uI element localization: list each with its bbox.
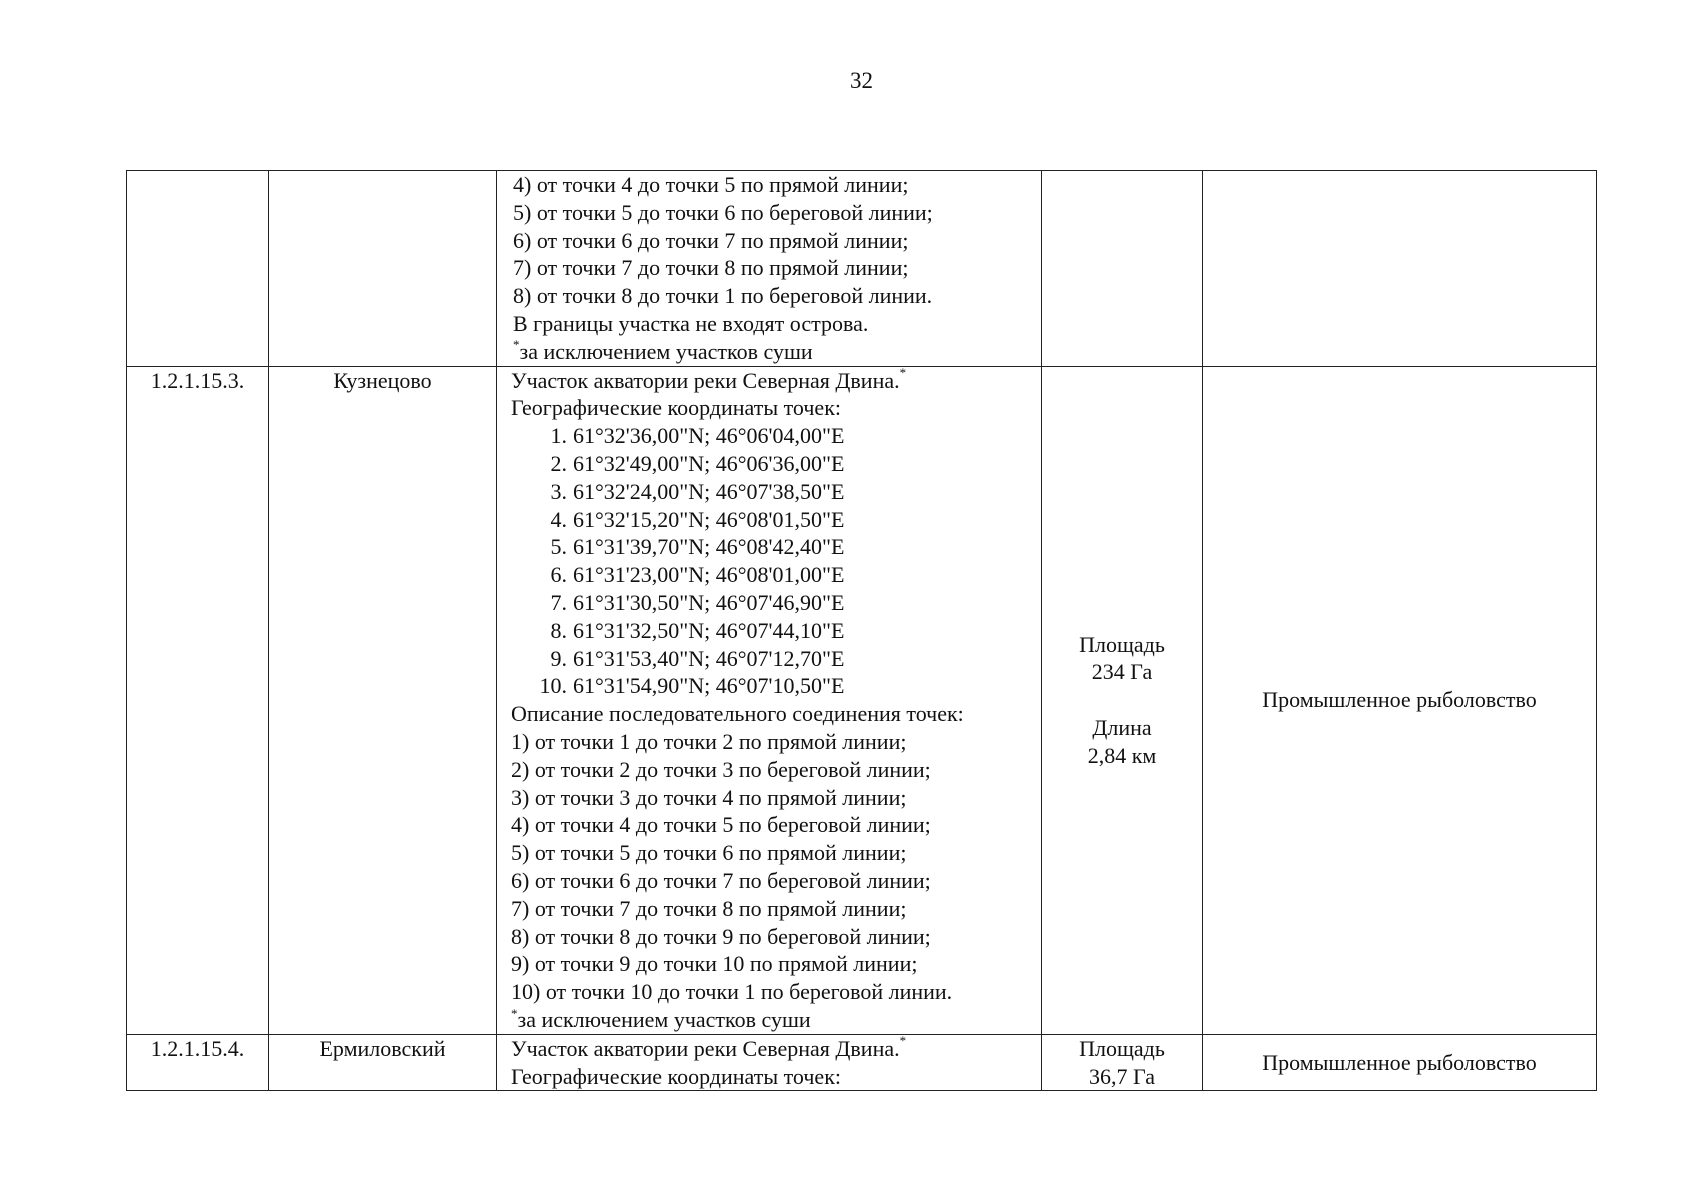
- coordinate-item: 8. 61°31'32,50"N; 46°07'44,10"E: [550, 617, 845, 643]
- footnote-line: [513, 338, 1041, 366]
- size-cell: [1042, 366, 1203, 1034]
- area-value: 36,7 Га: [1089, 1063, 1155, 1089]
- area-label: Площадь: [1079, 631, 1165, 657]
- segment-line: 4) от точки 4 до точки 5 по береговой линии;: [511, 812, 931, 838]
- coordinate-item: 6. 61°31'23,00"N; 46°08'01,00"E: [550, 562, 845, 588]
- row-number-cell: 1.2.1.15.4.: [127, 1034, 269, 1091]
- coordinate-item: 9. 61°31'53,40"N; 46°07'12,70"E: [550, 645, 845, 671]
- segment-line: 4) от точки 4 до точки 5 по прямой линии;: [513, 172, 909, 197]
- footnote-mark: *: [513, 337, 520, 353]
- area-name-cell: Кузнецово: [269, 366, 497, 1034]
- coordinate-item: 2. 61°32'49,00"N; 46°06'36,00"E: [550, 450, 845, 476]
- description-cell: [497, 1034, 1042, 1091]
- segment-line: 2) от точки 2 до точки 3 по береговой линии;: [511, 756, 931, 782]
- segment-line: 8) от точки 8 до точки 9 по береговой линии;: [511, 923, 931, 949]
- length-label: Длина: [1092, 715, 1152, 741]
- area-name-cell: Ермиловский: [269, 1034, 497, 1091]
- segment-line: 7) от точки 7 до точки 8 по прямой линии;: [511, 895, 907, 921]
- row-number-cell: 1.2.1.15.3.: [127, 366, 269, 1034]
- area-label: Площадь: [1079, 1035, 1165, 1061]
- area-title: [511, 1035, 1041, 1063]
- description-cell: [497, 366, 1042, 1034]
- fishing-areas-table: [126, 170, 1597, 1091]
- segment-line: 3) от точки 3 до точки 4 по прямой линии;: [511, 784, 907, 810]
- segment-line: 5) от точки 5 до точки 6 по прямой линии;: [511, 840, 907, 866]
- coordinate-item: 5. 61°31'39,70"N; 46°08'42,40"E: [550, 534, 845, 560]
- coordinate-item: 7. 61°31'30,50"N; 46°07'46,90"E: [550, 589, 845, 615]
- segment-line: 6) от точки 6 до точки 7 по прямой линии;: [513, 227, 909, 253]
- usage-cell: Промышленное рыболовство: [1203, 366, 1597, 1034]
- footnote-text: за исключением участков суши: [519, 338, 813, 364]
- area-title: [511, 367, 1041, 395]
- area-name-cell: [269, 171, 497, 367]
- segment-line: 1) от точки 1 до точки 2 по прямой линии;: [511, 728, 907, 754]
- row-number-cell: [127, 171, 269, 367]
- segment-line: 6) от точки 6 до точки 7 по береговой линии;: [511, 867, 931, 893]
- segment-line: 8) от точки 8 до точки 1 по береговой линии.: [513, 283, 933, 309]
- connection-label: Описание последовательного соединения точек:: [511, 701, 964, 727]
- description-cell: [497, 171, 1042, 367]
- segment-line: 9) от точки 9 до точки 10 по прямой линии;: [511, 951, 918, 977]
- area-value: 234 Га: [1091, 659, 1153, 685]
- footnote-text: за исключением участков суши: [517, 1006, 811, 1032]
- usage-cell: [1203, 171, 1597, 367]
- table-row-kuznetsovo: [127, 366, 1597, 1034]
- coordinate-item: 10. 61°31'54,90"N; 46°07'10,50"E: [539, 673, 845, 699]
- segment-line: 7) от точки 7 до точки 8 по прямой линии;: [513, 255, 909, 281]
- length-value: 2,84 км: [1087, 742, 1157, 768]
- segment-line: 5) от точки 5 до точки 6 по береговой линии;: [513, 199, 933, 225]
- footnote-line: [511, 1006, 1041, 1034]
- coords-label: Географические координаты точек:: [511, 1063, 841, 1089]
- coords-label: Географические координаты точек:: [511, 395, 841, 421]
- page-number: 32: [850, 68, 873, 93]
- footnote-mark: *: [899, 365, 907, 381]
- usage-cell: Промышленное рыболовство: [1203, 1034, 1597, 1091]
- coordinate-item: 3. 61°32'24,00"N; 46°07'38,50"E: [550, 478, 845, 504]
- coordinate-item: 4. 61°32'15,20"N; 46°08'01,50"E: [550, 506, 845, 532]
- segment-line: 10) от точки 10 до точки 1 по береговой линии.: [511, 979, 953, 1005]
- footnote-mark: *: [899, 1033, 907, 1049]
- size-cell: [1042, 171, 1203, 367]
- table-row-continuation: [127, 171, 1597, 367]
- area-title-text: Участок акватории реки Северная Двина.: [511, 367, 900, 393]
- size-cell: [1042, 1034, 1203, 1091]
- islands-note: В границы участка не входят острова.: [513, 310, 869, 336]
- table-row-ermilovsky: [127, 1034, 1597, 1091]
- area-title-text: Участок акватории реки Северная Двина.: [511, 1035, 900, 1061]
- coordinate-item: 1. 61°32'36,00"N; 46°06'04,00"E: [550, 423, 845, 449]
- footnote-mark: *: [511, 1005, 518, 1021]
